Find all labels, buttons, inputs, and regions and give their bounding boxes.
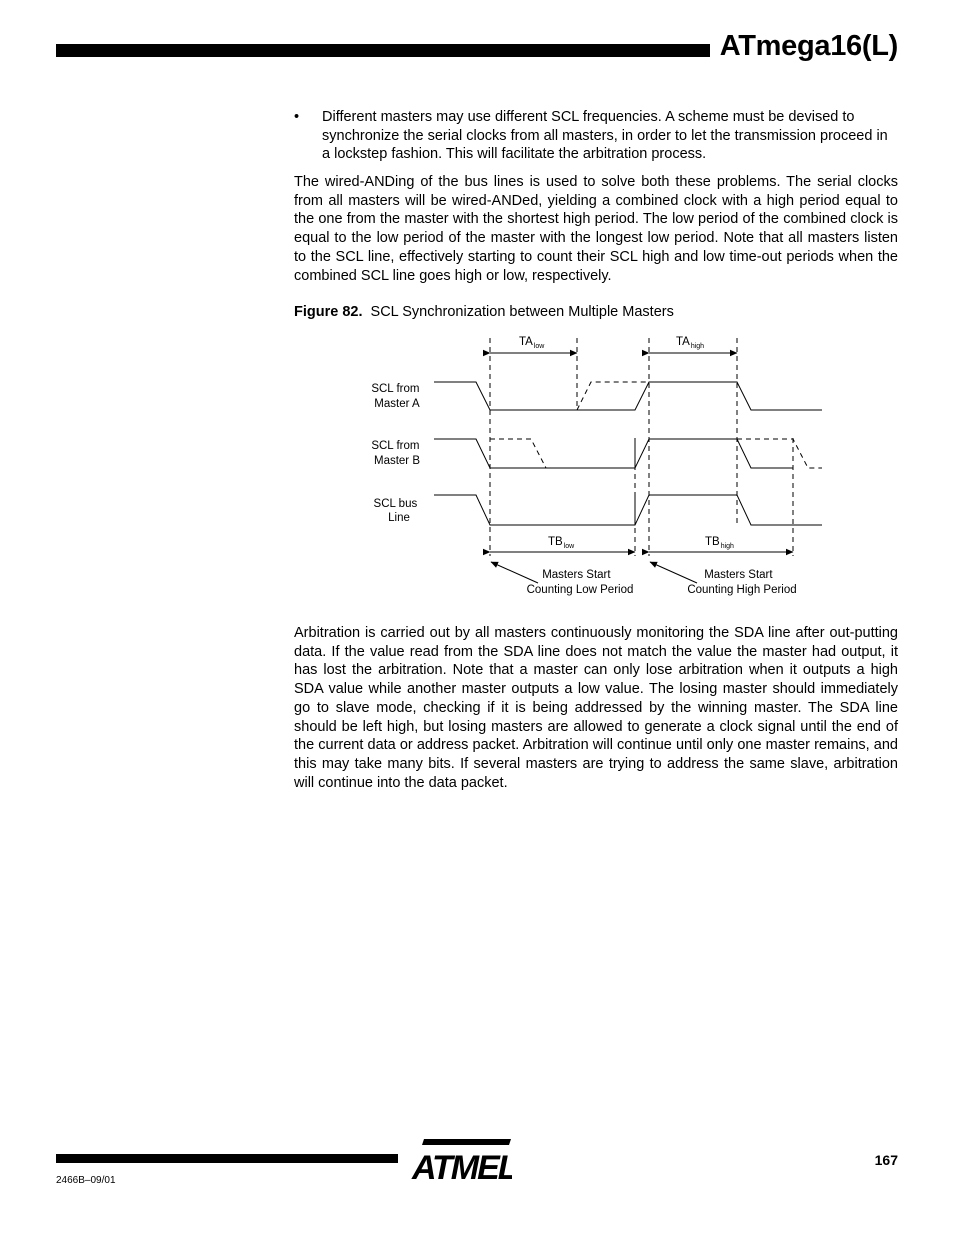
svg-text:ATMEL: ATMEL — [412, 1149, 512, 1184]
atmel-logo — [408, 1136, 512, 1189]
guide-lines — [490, 338, 793, 556]
note-counting-low: Masters Start Counting Low Period — [526, 569, 634, 596]
note-counting-high: Masters Start Counting High Period — [687, 569, 797, 596]
label-signal-bus-line: SCL bus Line — [373, 498, 418, 524]
label-ta-low: $TA_{low}$ — [519, 336, 545, 350]
scl-timing-diagram — [294, 330, 854, 605]
page-number: 167 — [874, 1152, 898, 1168]
figure-caption — [294, 304, 674, 320]
page-title: ATmega16(L) — [719, 30, 898, 62]
paragraph-wired-and: The wired-ANDing of the bus lines is used to solve both these problems. The serial clocks from all masters will be wired-ANDed, yielding a combined clock with a high period equal to the one from the master with the shortest high period. The low period of the combined clock is equal to the low period of the master with the longest low period. Note that all masters listen to the SCL line, effectively starting to count their SCL high and low time-out periods when the combined SCL line goes high or low, respectively. — [294, 174, 898, 284]
bullet-item — [294, 108, 898, 164]
header-rule — [56, 44, 710, 57]
figure-label: Figure 82. — [294, 304, 363, 320]
label-tb-low: $TB_{low}$ — [548, 536, 575, 550]
waveform-master-a — [434, 382, 822, 410]
bullet-text: Different masters may use different SCL frequencies. A scheme must be devised to synchronize the serial clocks from all masters, in order to let the transmission proceed in a lockstep fashion. This will facilitate the arbitration process. — [322, 109, 888, 163]
label-ta-high: $TA_{high}$ — [676, 336, 705, 350]
waveform-bus-line — [434, 495, 822, 525]
figure-title: SCL Synchronization between Multiple Masters — [370, 304, 674, 320]
document-code: 2466B–09/01 — [56, 1175, 116, 1186]
label-signal-master-b: SCL from Master B — [371, 440, 421, 467]
dashed-waveforms — [490, 382, 822, 468]
waveform-master-b — [434, 439, 793, 468]
paragraph-arbitration: Arbitration is carried out by all masters continuously monitoring the SDA line after out-putting data. If the value read from the SDA line does not match the value the master had output, it has lost the arbitration. Note that a master can only lose arbitration when it outputs a high SDA value while another master outputs a low value. The losing master should immediately go to slave mode, checking if it is being addressed by the winning master. The SDA line should be left high, but losing masters are allowed to generate a clock signal until the end of the current data or address packet. Arbitration will continue until only one master remains, and this may take many bits. If several masters are trying to address the same slave, arbitration will continue into the data packet. — [294, 625, 898, 791]
footer-rule — [56, 1154, 398, 1163]
label-tb-high: $TB_{high}$ — [705, 536, 734, 550]
bullet-symbol: • — [294, 109, 300, 125]
label-signal-master-a: SCL from Master A — [371, 383, 420, 410]
